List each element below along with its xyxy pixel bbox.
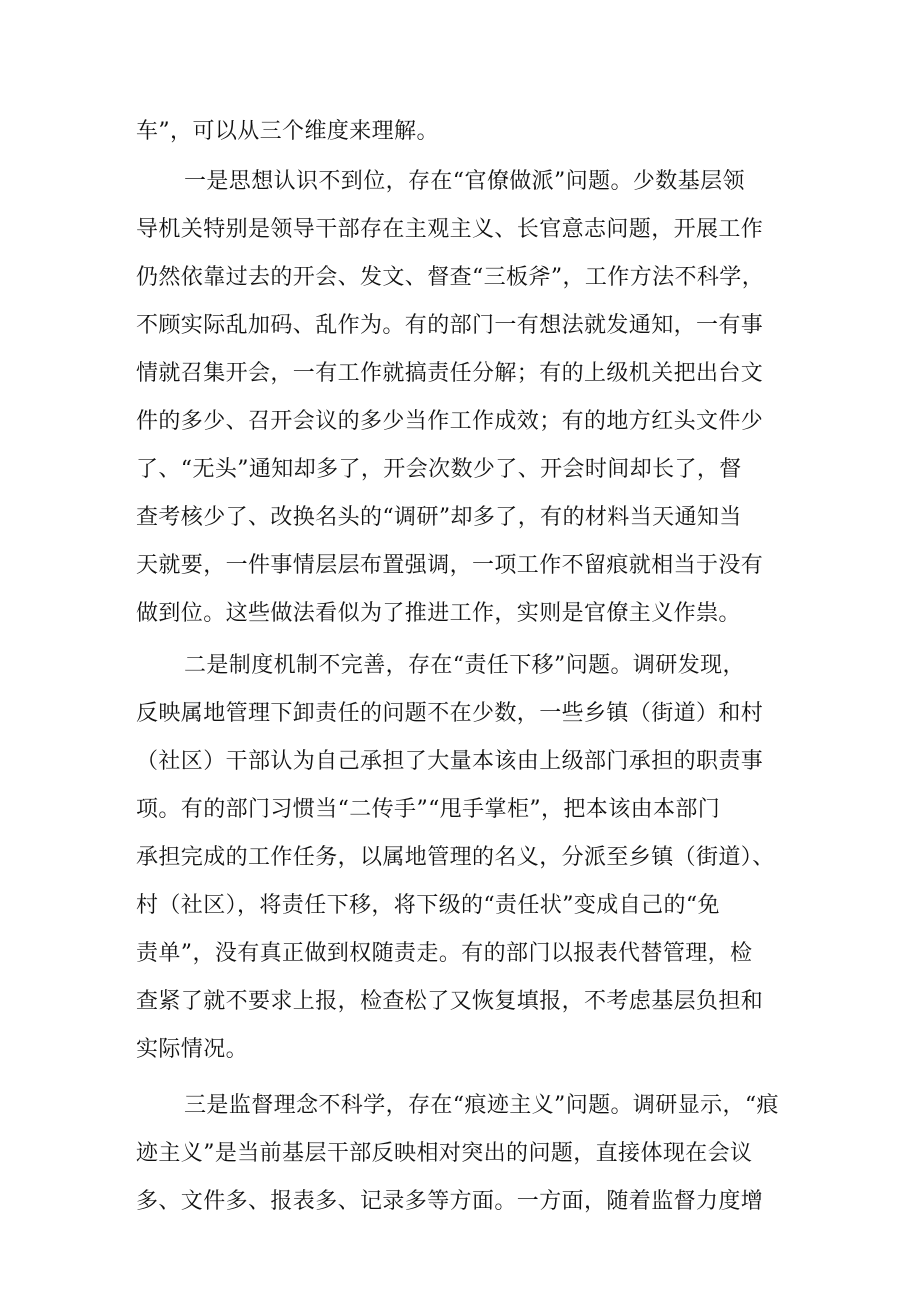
- text-line-15: 项。有的部门习惯当“二传手”“甩手掌柜”，把本该由本部门: [136, 797, 721, 822]
- text-line-5: 不顾实际乱加码、乱作为。有的部门一有想法就发通知，一有事: [136, 313, 764, 338]
- text-line-18: 责单”，没有真正做到权随责走。有的部门以报表代替管理，检: [136, 941, 753, 966]
- text-line-1: 车”，可以从三个维度来理解。: [136, 119, 439, 144]
- paragraph-2-start: 二是制度机制不完善，存在“责任下移”问题。调研发现，: [184, 653, 745, 678]
- text-line-4: 仍然依靠过去的开会、发文、督查“三板斧”，工作方法不科学，: [136, 265, 765, 290]
- text-line-11: 做到位。这些做法看似为了推进工作，实则是官僚主义作祟。: [136, 601, 741, 626]
- text-line-14: （社区）干部认为自己承担了大量本该由上级部门承担的职责事: [136, 749, 764, 774]
- text-line-9: 查考核少了、改换名头的“调研”却多了，有的材料当天通知当: [136, 505, 742, 530]
- text-line-13: 反映属地管理下卸责任的问题不在少数，一些乡镇（街道）和村: [136, 701, 764, 726]
- text-line-8: 了、“无头”通知却多了，开会次数少了、开会时间却长了，督: [136, 457, 742, 482]
- text-line-17: 村（社区），将责任下移，将下级的“责任状”变成自己的“免: [136, 893, 720, 918]
- text-line-23: 多、文件多、报表多、记录多等方面。一方面，随着监督力度增: [136, 1189, 764, 1214]
- text-line-22: 迹主义”是当前基层干部反映相对突出的问题，直接体现在会议: [136, 1141, 753, 1166]
- text-line-7: 件的多少、召开会议的多少当作工作成效；有的地方红头文件少: [136, 409, 764, 434]
- text-line-6: 情就召集开会，一有工作就搞责任分解；有的上级机关把出台文: [136, 361, 764, 386]
- text-line-16: 承担完成的工作任务，以属地管理的名义，分派至乡镇（街道）、: [136, 845, 775, 870]
- text-line-19: 查紧了就不要求上报，检查松了又恢复填报，不考虑基层负担和: [136, 989, 764, 1014]
- paragraph-1-start: 一是思想认识不到位，存在“官僚做派”问题。少数基层领: [184, 169, 745, 194]
- text-line-20: 实际情况。: [136, 1037, 249, 1062]
- text-line-3: 导机关特别是领导干部存在主观主义、长官意志问题，开展工作: [136, 217, 764, 242]
- paragraph-3-start: 三是监督理念不科学，存在“痕迹主义”问题。调研显示，“痕: [184, 1093, 779, 1118]
- text-line-10: 天就要，一件事情层层布置强调，一项工作不留痕就相当于没有: [136, 553, 764, 578]
